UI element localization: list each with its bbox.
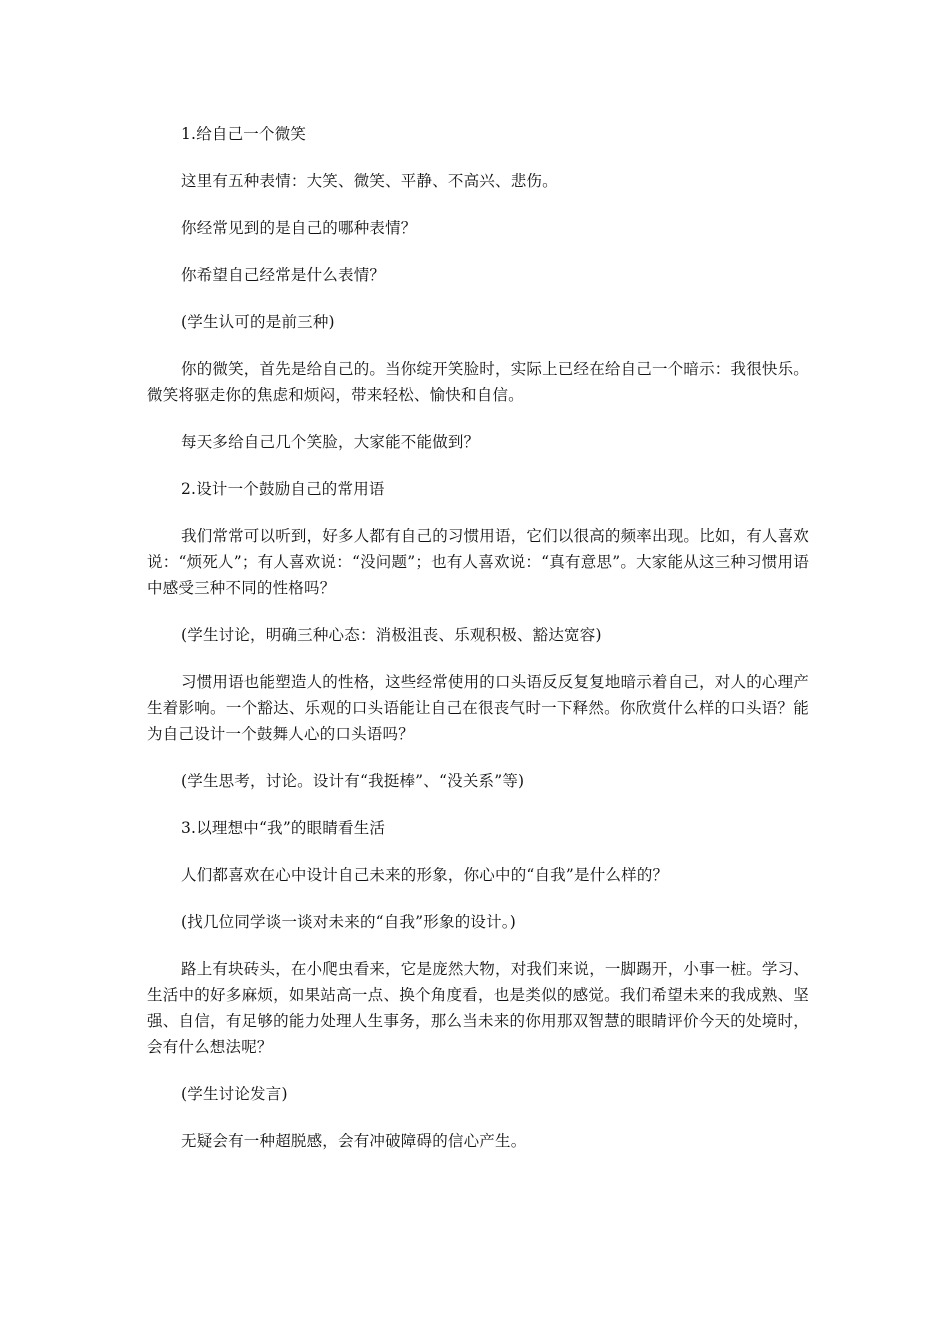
paragraph-note: (学生认可的是前三种) (181, 313, 335, 331)
paragraph: 你经常见到的是自己的哪种表情？ (181, 219, 417, 237)
paragraph: 我们常常可以听到，好多人都有自己的习惯用语，它们以很高的频率出现。比如，有人喜欢说：“烦死人”；有人喜欢说：“没问题”；也有人喜欢说：“真有意思”。大家能从这三种习惯用语中感受三种不同的性格吗？ (147, 527, 810, 597)
paragraph: 路上有块砖头，在小爬虫看来，它是庞然大物，对我们来说，一脚踢开，小事一桩。学习、生活中的好多麻烦，如果站高一点、换个角度看，也是类似的感觉。我们希望未来的我成熟、坚强、自信，有足够的能力处理人生事务，那么当未来的你用那双智慧的眼睛评价今天的处境时，会有什么想法呢？ (147, 960, 810, 1056)
paragraph: 每天多给自己几个笑脸，大家能不能做到？ (181, 433, 480, 451)
heading-smile: 1.给自己一个微笑 (181, 125, 307, 143)
paragraph: 习惯用语也能塑造人的性格，这些经常使用的口头语反反复复地暗示着自己，对人的心理产生着影响。一个豁达、乐观的口头语能让自己在很丧气时一下释然。你欣赏什么样的口头语？能为自己设计一个鼓舞人心的口头语吗？ (147, 673, 810, 743)
paragraph-note: (找几位同学谈一谈对未来的“自我”形象的设计。) (181, 913, 516, 931)
heading-phrase: 2.设计一个鼓励自己的常用语 (181, 480, 385, 498)
paragraph-note: (学生讨论发言) (181, 1085, 288, 1103)
paragraph-note: (学生思考，讨论。设计有“我挺棒”、“没关系”等) (181, 772, 525, 790)
document-body (147, 121, 809, 1175)
paragraph: 你希望自己经常是什么表情？ (181, 266, 386, 284)
paragraph-note: (学生讨论，明确三种心态：消极沮丧、乐观积极、豁达宽容) (181, 626, 602, 644)
paragraph: 人们都喜欢在心中设计自己未来的形象，你心中的“自我”是什么样的？ (181, 866, 669, 884)
paragraph: 无疑会有一种超脱感，会有冲破障碍的信心产生。 (181, 1132, 527, 1150)
paragraph: 这里有五种表情：大笑、微笑、平静、不高兴、悲伤。 (181, 172, 558, 190)
heading-ideal-self: 3.以理想中“我”的眼睛看生活 (181, 819, 386, 837)
paragraph: 你的微笑，首先是给自己的。当你绽开笑脸时，实际上已经在给自己一个暗示：我很快乐。微笑将驱走你的焦虑和烦闷，带来轻松、愉快和自信。 (147, 360, 810, 404)
